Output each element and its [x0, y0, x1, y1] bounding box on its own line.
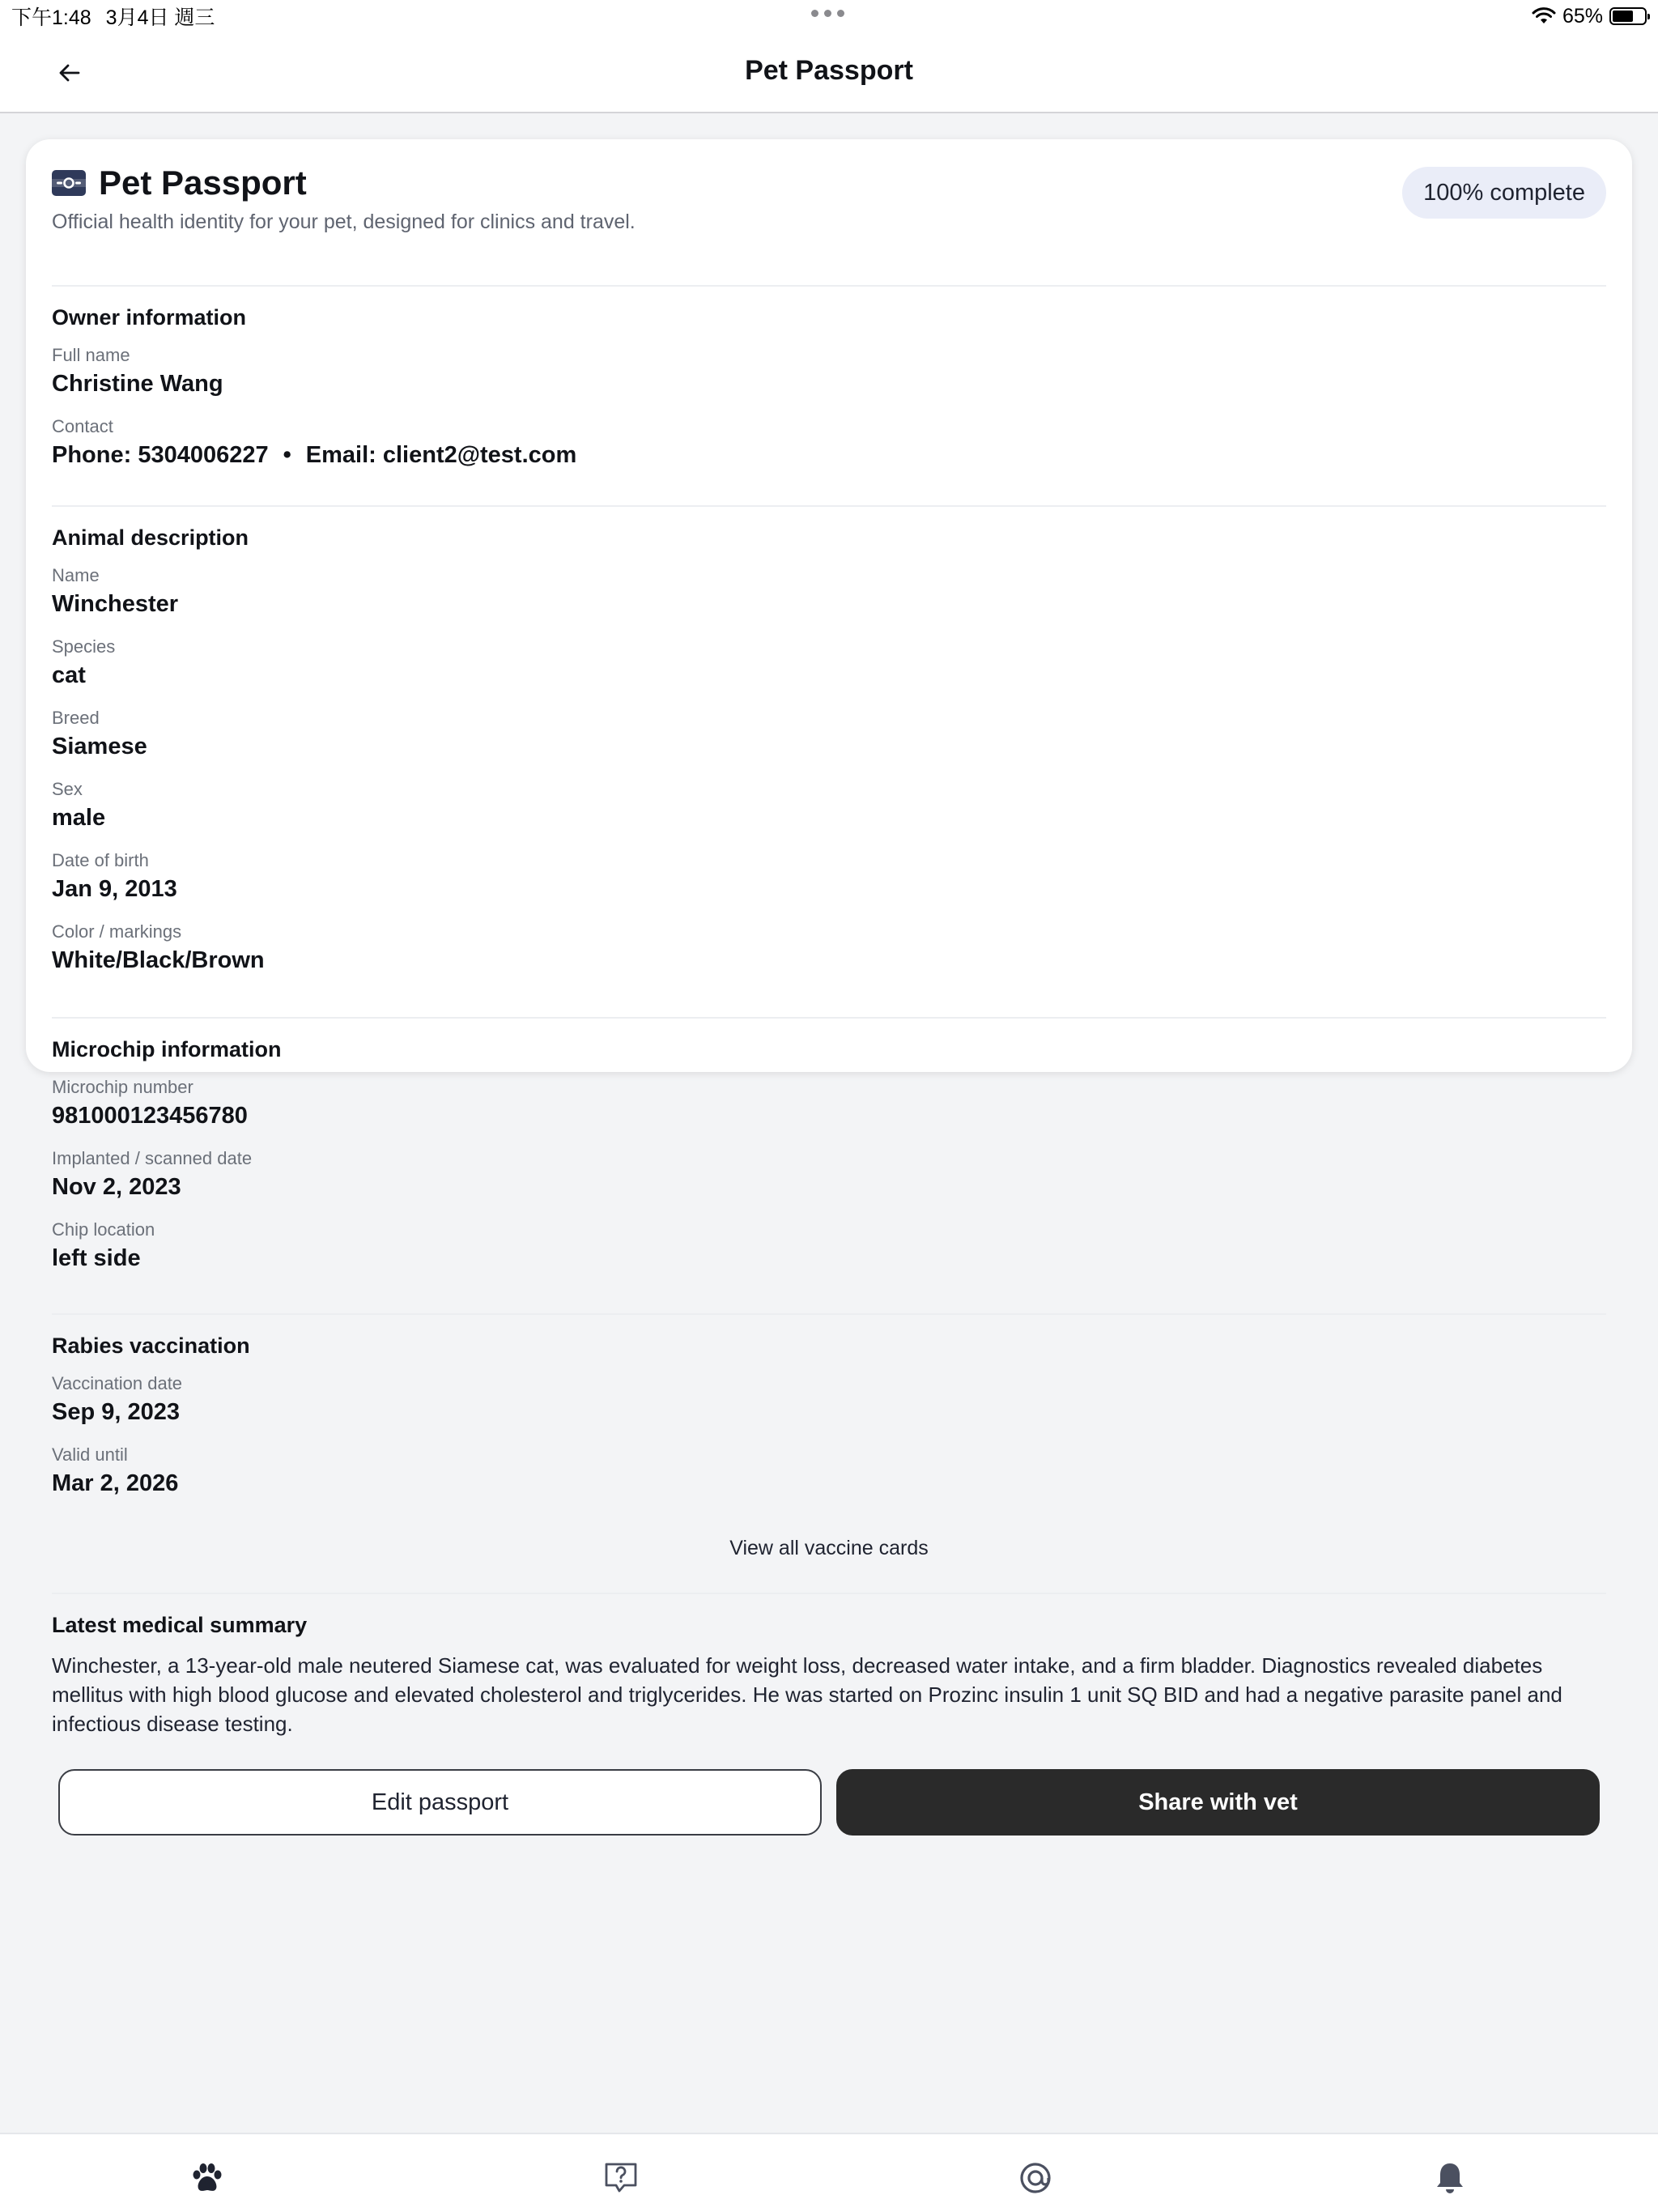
field-full-name: [52, 343, 1606, 400]
battery-icon: [1609, 7, 1647, 25]
field-value: Jan 9, 2013: [52, 876, 177, 902]
field-chip-location: [52, 1218, 1606, 1274]
field-label: Microchip number: [52, 1077, 193, 1097]
contact-separator: •: [283, 442, 291, 468]
field-sex: [52, 777, 1606, 834]
field-breed: [52, 706, 1606, 763]
field-valid-until: [52, 1443, 1606, 1499]
paw-icon: [189, 2160, 225, 2196]
section-title-rabies: Rabies vaccination: [52, 1334, 250, 1358]
field-value: Mar 2, 2026: [52, 1470, 179, 1496]
section-title-animal: Animal description: [52, 525, 249, 550]
field-implanted-date: [52, 1146, 1606, 1203]
nav-bar: [0, 32, 1658, 113]
animal-section: [52, 507, 1606, 1017]
field-label: Full name: [52, 345, 130, 365]
status-right: [1532, 5, 1647, 28]
at-target-icon: [1018, 2160, 1053, 2196]
share-with-vet-button[interactable]: Share with vet: [836, 1769, 1600, 1836]
rabies-section: [52, 1315, 1606, 1593]
field-label: Color / markings: [52, 921, 182, 942]
tab-notifications[interactable]: [1426, 2154, 1474, 2202]
field-value: Siamese: [52, 734, 147, 759]
field-species: [52, 635, 1606, 691]
field-date-of-birth: [52, 849, 1606, 905]
section-title-medical-summary: Latest medical summary: [52, 1613, 308, 1637]
field-label: Name: [52, 565, 100, 585]
field-value: Winchester: [52, 591, 179, 617]
battery-fill: [1613, 11, 1633, 22]
battery-percent: 65%: [1562, 4, 1603, 28]
field-value: male: [52, 805, 106, 831]
field-color-markings: [52, 920, 1606, 976]
field-value: Sep 9, 2023: [52, 1399, 180, 1425]
multitasking-dots-icon[interactable]: [811, 10, 844, 17]
tab-tracking[interactable]: [1011, 2154, 1060, 2202]
section-title-owner: Owner information: [52, 305, 247, 330]
tab-bar: [0, 2133, 1658, 2212]
nav-title: Pet Passport: [745, 55, 913, 86]
field-microchip-number: [52, 1075, 1606, 1132]
status-time: 下午1:48: [11, 6, 91, 29]
tab-pets[interactable]: [183, 2154, 232, 2202]
email-value[interactable]: Email: client2@test.com: [305, 442, 577, 468]
field-pet-name: [52, 564, 1606, 620]
card-actions: [52, 1769, 1606, 1836]
question-chat-icon: [603, 2160, 639, 2196]
field-value: Nov 2, 2023: [52, 1174, 181, 1200]
medical-summary-text: Winchester, a 13-year-old male neutered Siamese cat, was evaluated for weight loss, decreased water intake, and a firm bladder. Diagnostics revealed diabetes mellitus with high blood glucose and elevated cholesterol and triglycerides. He was started on Prozinc insulin 1 unit SQ BID and had a negative parasite panel and infectious disease testing.: [52, 1653, 1562, 1736]
status-left: [11, 2, 215, 31]
field-label: Vaccination date: [52, 1373, 183, 1393]
card-header: [52, 139, 1606, 285]
field-label: Date of birth: [52, 850, 149, 870]
wifi-icon: [1532, 7, 1556, 25]
field-vaccination-date: [52, 1372, 1606, 1428]
bell-icon: [1432, 2160, 1468, 2196]
tab-questions[interactable]: [597, 2154, 645, 2202]
passport-card: [26, 139, 1632, 1815]
owner-section: [52, 287, 1606, 505]
field-label: Chip location: [52, 1219, 155, 1240]
field-value: Christine Wang: [52, 371, 223, 397]
contact-value: [52, 439, 1606, 471]
microchip-section: [52, 1019, 1606, 1313]
status-bar: [0, 0, 1658, 32]
field-label: Valid until: [52, 1444, 128, 1465]
field-value: left side: [52, 1245, 141, 1271]
field-label: Implanted / scanned date: [52, 1148, 253, 1168]
completion-badge: 100% complete: [1402, 167, 1606, 219]
field-label: Sex: [52, 779, 83, 799]
view-all-vaccine-cards-link[interactable]: View all vaccine cards: [729, 1537, 929, 1559]
passport-icon: [52, 170, 86, 196]
section-title-microchip: Microchip information: [52, 1037, 282, 1061]
field-label: Species: [52, 636, 116, 657]
field-contact: [52, 415, 1606, 471]
field-value: cat: [52, 662, 86, 688]
field-value: 981000123456780: [52, 1103, 248, 1129]
status-date: 3月4日 週三: [105, 6, 215, 29]
card-subtitle: Official health identity for your pet, designed for clinics and travel.: [52, 211, 636, 233]
field-label: Breed: [52, 708, 100, 728]
phone-value[interactable]: Phone: 5304006227: [52, 442, 269, 468]
card-title: Pet Passport: [99, 164, 307, 202]
field-label: Contact: [52, 416, 113, 436]
edit-passport-button[interactable]: Edit passport: [58, 1769, 822, 1836]
medical-summary-section: [52, 1594, 1606, 1738]
field-value: White/Black/Brown: [52, 947, 265, 973]
